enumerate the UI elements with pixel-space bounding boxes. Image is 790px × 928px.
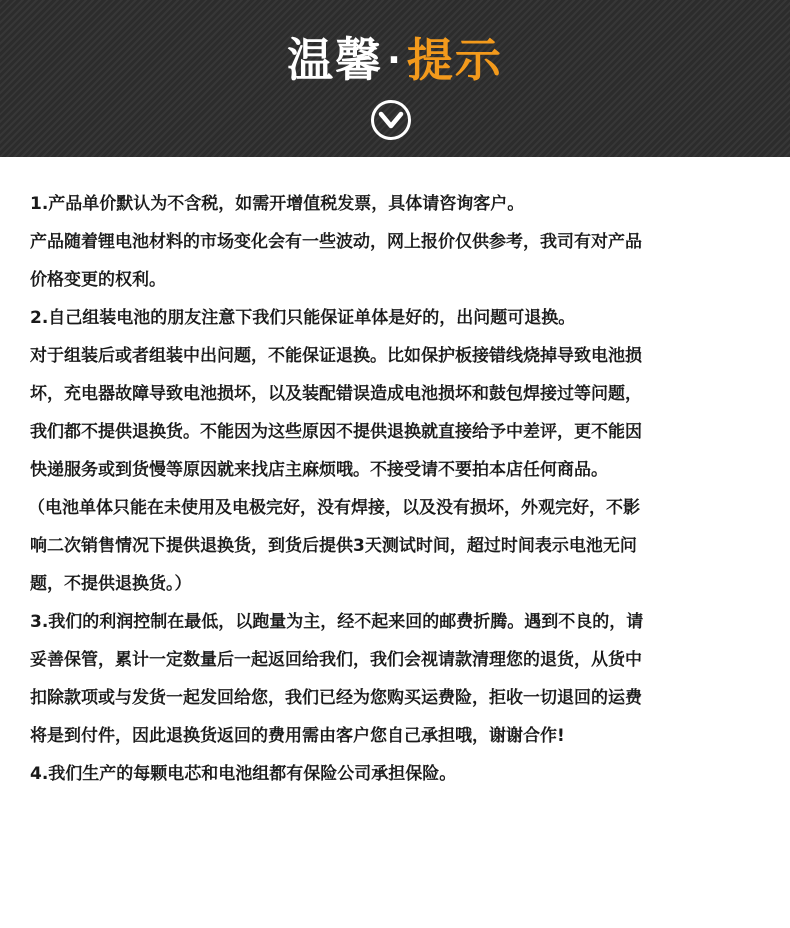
- notice-line: 响二次销售情况下提供退换货，到货后提供3天测试时间，超过时间表示电池无问: [30, 536, 637, 556]
- title-part-orange: 提示: [406, 33, 503, 87]
- header-banner: [0, 0, 790, 157]
- title-part-white: 温馨: [287, 33, 384, 87]
- notice-line: 3.我们的利润控制在最低，以跑量为主，经不起来回的邮费折腾。遇到不良的，请: [30, 612, 644, 632]
- notice-line: 快递服务或到货慢等原因就来找店主麻烦哦。不接受请不要拍本店任何商品。: [30, 460, 608, 480]
- notice-line: 对于组装后或者组装中出问题，不能保证退换。比如保护板接错线烧掉导致电池损: [30, 346, 642, 366]
- notice-line: 坏，充电器故障导致电池损坏，以及装配错误造成电池损坏和鼓包焊接过等问题，: [30, 384, 642, 404]
- notice-line: 价格变更的权利。: [30, 270, 166, 290]
- notice-line: 题，不提供退换货。）: [30, 574, 192, 594]
- chevron-down-circle-icon: [370, 99, 412, 141]
- notice-line: 扣除款项或与发货一起发回给您，我们已经为您购买运费险，拒收一切退回的运费: [30, 688, 642, 708]
- title-dot: ·: [387, 40, 403, 81]
- page-title: [0, 30, 790, 91]
- notice-line: 2.自己组装电池的朋友注意下我们只能保证单体是好的，出问题可退换。: [30, 308, 576, 328]
- notice-line: 妥善保管，累计一定数量后一起返回给我们，我们会视请款清理您的退货，从货中: [30, 650, 642, 670]
- notice-line: 1.产品单价默认为不含税，如需开增值税发票，具体请咨询客户。: [30, 194, 525, 214]
- notice-line: 我们都不提供退换货。不能因为这些原因不提供退换就直接给予中差评，更不能因: [30, 422, 642, 442]
- notice-line: 将是到付件，因此退换货返回的费用需由客户您自己承担哦，谢谢合作!: [30, 726, 565, 746]
- notice-line: 产品随着锂电池材料的市场变化会有一些波动，网上报价仅供参考，我司有对产品: [30, 232, 642, 252]
- notice-line: 4.我们生产的每颗电芯和电池组都有保险公司承担保险。: [30, 764, 457, 784]
- notice-content: [30, 185, 770, 793]
- notice-line: （电池单体只能在未使用及电极完好，没有焊接，以及没有损坏，外观完好，不影: [28, 498, 640, 518]
